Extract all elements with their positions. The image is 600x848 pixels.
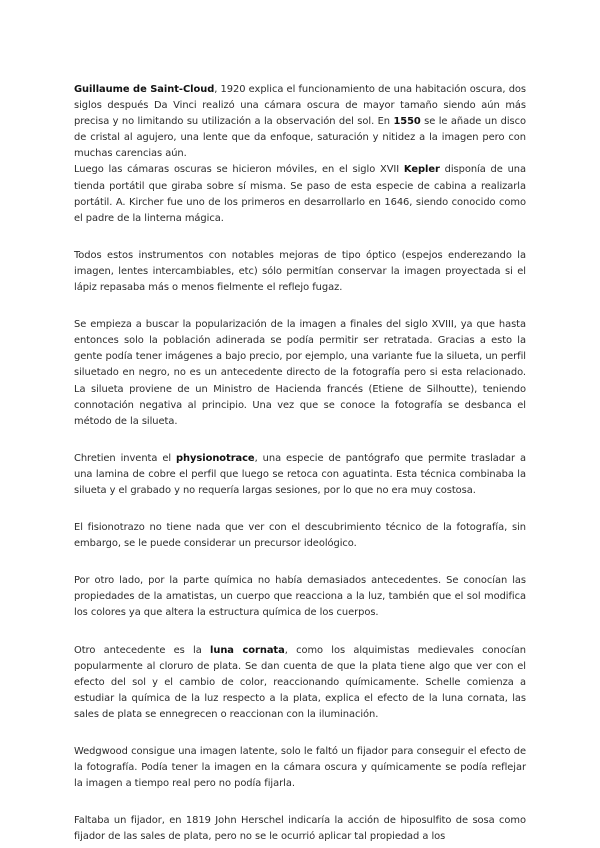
paragraph [74,82,526,162]
paragraph-text: Otro antecedente es la [74,644,210,656]
paragraph-text: se le añade un disco de cristal al agujero, una lente que da enfoque, saturación y nitidez a la imagen pero con muchas carencias aún. [74,116,526,160]
paragraph [74,248,526,296]
paragraph-text: Se empieza a buscar la popularización de la imagen a finales del siglo XVIII, ya que hasta entonces solo la población adinerada se podía permitir ser retratada. Gracias a esto la gente podía tener imágenes a bajo precio, por ejemplo, una variante fue la silueta, un perfil siluetado en negro, no es un antecedente directo de la fotografía pero si esta relacionado. La silueta proviene de un Ministro de Hacienda francés (Etiene de Silhoutte), teniendo connotación negativa al principio. Una vez que se conoce la fotografía se desbanca el método de la silueta. [74,319,526,427]
paragraph [74,573,526,621]
bold-term: physionotrace [176,452,255,464]
bold-term: Guillaume de Saint-Cloud [74,84,215,95]
paragraph-text: Luego las cámaras oscuras se hicieron móviles, en el siglo XVII [74,164,404,176]
paragraph-text: El fisionotrazo no tiene nada que ver con el descubrimiento técnico de la fotografía, sin embargo, se le puede considerar un precursor ideológico. [74,522,526,550]
paragraph-text: Por otro lado, por la parte química no había demasiados antecedentes. Se conocían las propiedades de la amatistas, un cuerpo que reacciona a la luz, también que el sol modifica los colores ya que altera la estructura química de los cuerpos. [74,575,526,619]
paragraph [74,162,526,226]
paragraph [74,744,526,792]
bold-term: Kepler [403,164,440,176]
paragraph [74,520,526,552]
paragraph [74,317,526,430]
paragraph-text: , 1920 explica el funcionamiento de una habitación oscura, dos siglos después Da Vinci realizó una cámara oscura de mayor tamaño siendo aún más precisa y no limitando su utilización a la observación del sol. En [74,84,526,128]
paragraph-text: disponía de una tienda portátil que giraba sobre sí misma. Se paso de esta especie de cabina a realizarla portátil. A. Kircher fue uno de los primeros en desarrollarlo en 1646, siendo conocido como el padre de la linterna mágica. [74,164,526,224]
bold-term: 1550 [393,116,421,128]
paragraph-text: , una especie de pantógrafo que permite trasladar a una lamina de cobre el perfil que luego se retoca con aguatinta. Esta técnica combinaba la silueta y el grabado y no requería largas sesiones, por lo que no era muy costosa. [74,452,526,496]
paragraph [74,813,526,845]
paragraph [74,643,526,723]
bold-term: luna cornata [210,644,285,656]
paragraph-text: Faltaba un fijador, en 1819 John Herschel indicaría la acción de hiposulfito de sosa como fijador de las sales de plata, pero no se le ocurrió aplicar tal propiedad a los [74,815,526,843]
paragraph [74,451,526,499]
paragraph-text: Wedgwood consigue una imagen latente, solo le faltó un fijador para conseguir el efecto de la fotografía. Podía tener la imagen en la cámara oscura y químicamente se podía reflejar la imagen a tiempo real pero no podía fijarla. [74,746,526,790]
paragraph-text: Chretien inventa el [74,452,177,464]
paragraph-text: Todos estos instrumentos con notables mejoras de tipo óptico (espejos enderezando la imagen, lentes intercambiables, etc) sólo permitían conservar la imagen proyectada si el lápiz repasaba más o menos fielmente el reflejo fugaz. [74,249,526,294]
paragraph-text: , como los alquimistas medievales conocían popularmente al cloruro de plata. Se dan cuenta de que la plata tiene algo que ver con el efecto del sol y el cambio de color, reaccionando químicamente. Schelle comienza a estudiar la química de la luz respecto a la plata, explica el efecto de la luna cornata, las sales de plata se ennegrecen o reaccionan con la iluminación. [74,644,526,720]
